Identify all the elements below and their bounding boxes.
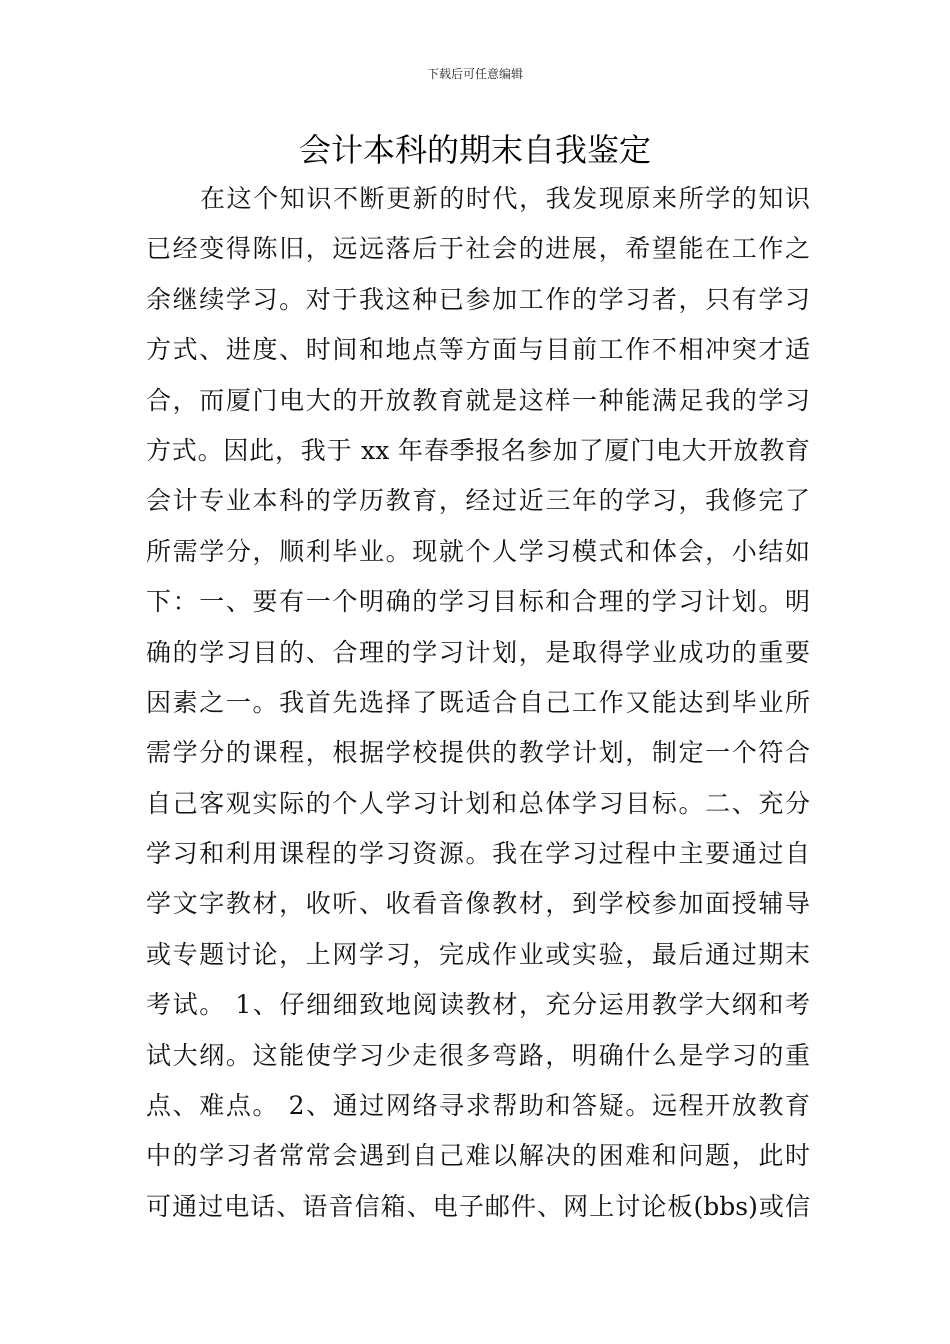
text-line: 已经变得陈旧，远远落后于社会的进展，希望能在工作之	[146, 234, 810, 264]
text-line: 在这个知识不断更新的时代，我发现原来所学的知识	[200, 184, 810, 213]
text-line: 自己客观实际的个人学习计划和总体学习目标。二、充分	[146, 788, 810, 818]
text-line: 点、难点。 2、通过网络寻求帮助和答疑。远程开放教育	[146, 1091, 810, 1121]
text-line: 确的学习目的、合理的学习计划，是取得学业成功的重要	[146, 637, 810, 667]
text-line: 中的学习者常常会遇到自己难以解决的困难和问题，此时	[146, 1141, 810, 1171]
text-line: 余继续学习。对于我这种已参加工作的学习者，只有学习	[146, 284, 810, 314]
document-title: 会计本科的期末自我鉴定	[298, 131, 651, 169]
text-line: 方式、进度、时间和地点等方面与目前工作不相冲突才适	[146, 335, 810, 365]
text-line: 考试。 1、仔细细致地阅读教材，充分运用教学大纲和考	[146, 990, 810, 1020]
text-line: 学文字教材，收听、收看音像教材，到学校参加面授辅导	[146, 889, 810, 919]
text-line: 所需学分，顺利毕业。现就个人学习模式和体会，小结如	[146, 536, 810, 566]
text-line: 可通过电话、语音信箱、电子邮件、网上讨论板(bbs)或信	[146, 1191, 810, 1221]
text-line: 或专题讨论，上网学习，完成作业或实验，最后通过期末	[146, 939, 810, 969]
text-line: 方式。因此，我于 xx 年春季报名参加了厦门电大开放教育	[146, 435, 810, 465]
header-note: 下载后可任意编辑	[426, 67, 523, 81]
text-line: 试大纲。这能使学习少走很多弯路，明确什么是学习的重	[146, 1040, 810, 1070]
body-paragraph	[146, 174, 810, 1232]
text-line: 学习和利用课程的学习资源。我在学习过程中主要通过自	[146, 839, 810, 869]
text-line: 需学分的课程，根据学校提供的教学计划，制定一个符合	[146, 738, 810, 768]
text-line: 会计专业本科的学历教育，经过近三年的学习，我修完了	[146, 486, 810, 516]
text-line: 因素之一。我首先选择了既适合自己工作又能达到毕业所	[146, 687, 810, 717]
text-line: 下：一、要有一个明确的学习目标和合理的学习计划。明	[146, 587, 810, 617]
text-line: 合，而厦门电大的开放教育就是这样一种能满足我的学习	[146, 385, 810, 415]
